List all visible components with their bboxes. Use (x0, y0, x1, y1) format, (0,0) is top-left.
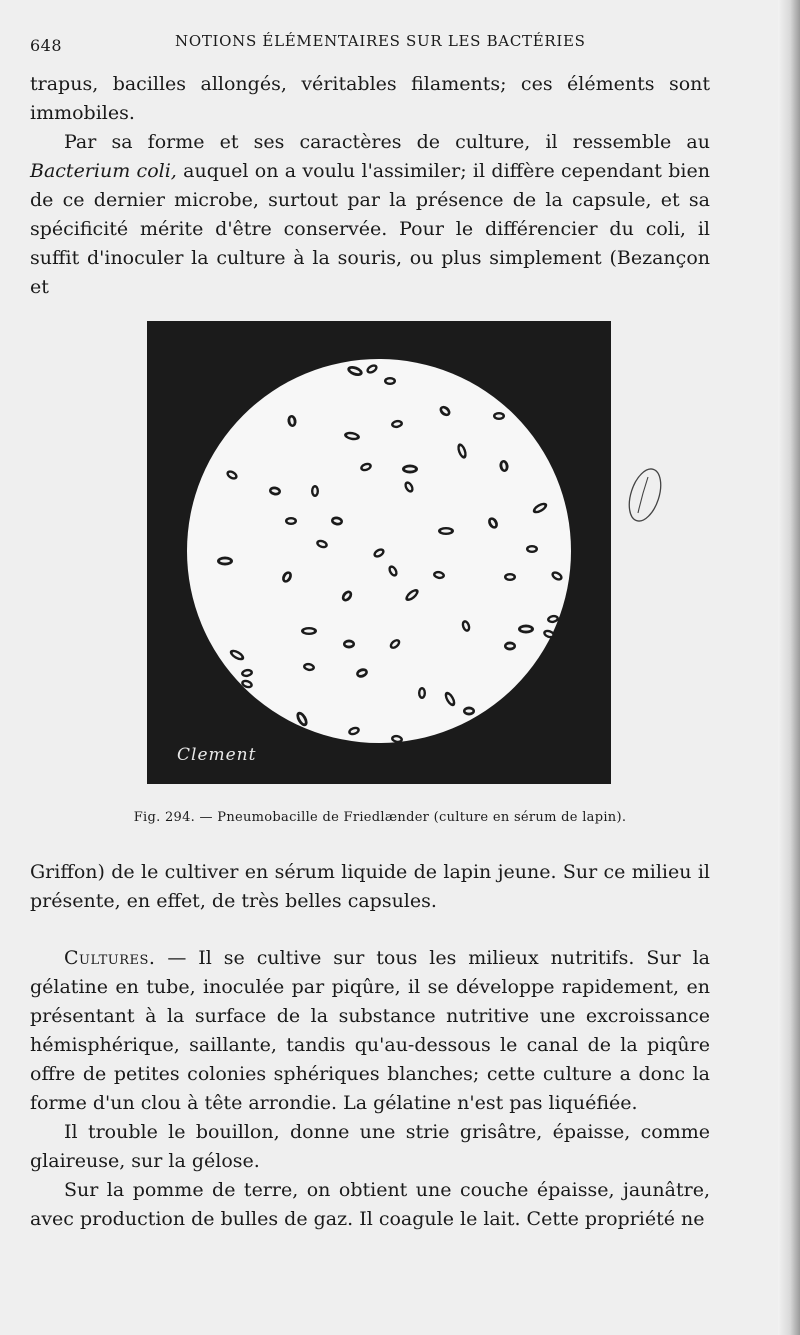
paragraph-5: Il trouble le bouillon, donne une strie grisâtre, épaisse, comme glaireuse, sur la gélose. (30, 1121, 710, 1172)
bacterium-cell (343, 640, 355, 649)
bacterium-cell (504, 573, 516, 581)
bacterium-cell (402, 465, 418, 474)
paragraph-3: Griffon) de le cultiver en sérum liquide de lapin jeune. Sur ce milieu il présente, en effet, de très belles capsules. (30, 861, 710, 912)
paragraph-2-end: auquel on a voulu l'assimiler; il diffère cependant bien de ce dernier microbe, surtout par la présence de la capsule, et sa spécificité mérite d'être conservée. Pour le différencier du coli, il suffit d'inoculer la culture à la souris, ou plus simplement (Bezançon et (30, 160, 710, 298)
figure-micrograph (147, 321, 611, 784)
running-head (30, 28, 720, 58)
bacterium-cell (463, 707, 475, 716)
page-edge-shadow (778, 0, 800, 1335)
paragraph-2 (30, 128, 710, 302)
bacterium-cell (311, 485, 319, 497)
figure-caption: Fig. 294. — Pneumobacille de Friedlænder (culture en sérum de lapin). (133, 810, 627, 825)
bacterium-cell (493, 412, 505, 420)
bacterium-cell (438, 527, 454, 535)
bacterium-cell (301, 627, 317, 635)
micrograph-drawing (147, 321, 611, 784)
paragraph-1: trapus, bacilles allongés, véritables filaments; ces éléments sont immobiles. (30, 73, 710, 124)
running-title: NOTIONS ÉLÉMENTAIRES SUR LES BACTÉRIES (175, 32, 586, 50)
bacterium-cell (285, 517, 297, 525)
paragraph-2-start: Par sa forme et ses caractères de culture, il ressemble au (64, 131, 710, 153)
engraver-signature: Clement (177, 745, 257, 765)
paragraph-4-body: — Il se cultive sur tous les milieux nutritifs. Sur la gélatine en tube, inoculée par piqûre, il se développe rapidement, en présentant à la surface de la substance nutritive une excroissance hémisphérique, saillante, tandis qu'au-dessous le canal de la piqûre offre de petites colonies sphériques blanches; cette culture a donc la forme d'un clou à tête arrondie. La gélatine n'est pas liquéfiée. (30, 947, 710, 1114)
bottom-text-block (30, 858, 710, 1234)
bacterium-cell (518, 625, 534, 634)
page-number: 648 (30, 36, 63, 55)
paragraph-6: Sur la pomme de terre, on obtient une couche épaisse, jaunâtre, avec production de bulles de gaz. Il coagule le lait. Cette propriété ne (30, 1179, 710, 1230)
paragraph-2-italic: Bacterium coli, (30, 160, 177, 182)
bacterium-cell (504, 642, 516, 651)
bacterium-cell (418, 687, 426, 699)
paragraph-4 (30, 944, 710, 1118)
section-heading-cultures: Cultures. (64, 947, 156, 969)
top-text-block (30, 70, 710, 302)
bacterium-cell (384, 377, 396, 385)
bacterium-cell (217, 557, 233, 566)
bacterium-cell (526, 545, 538, 553)
margin-pencil-mark (620, 465, 670, 525)
